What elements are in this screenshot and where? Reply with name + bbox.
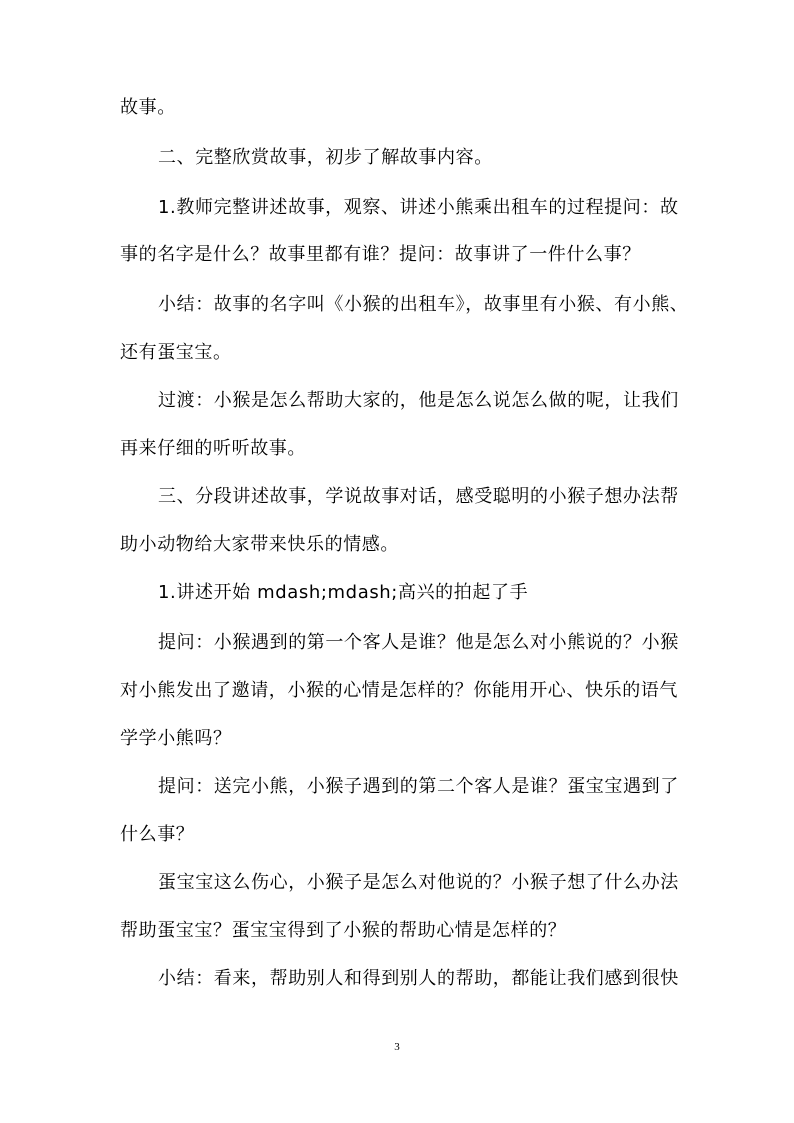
text-line: 二、完整欣赏故事，初步了解故事内容。 — [158, 147, 493, 168]
text-line: 事的名字是什么？故事里都有谁？提问：故事讲了一件什么事？ — [120, 244, 641, 265]
text-line: 过渡：小猴是怎么帮助大家的，他是怎么说怎么做的呢，让我们 — [158, 390, 679, 411]
text-line: 助小动物给大家带来快乐的情感。 — [120, 534, 399, 555]
text-line: 提问：小猴遇到的第一个客人是谁？他是怎么对小熊说的？小猴 — [158, 632, 679, 653]
text-line: 小结：看来，帮助别人和得到别人的帮助，都能让我们感到很快 — [158, 968, 679, 989]
text-line: 1.讲述开始 mdash;mdash;高兴的拍起了手 — [158, 582, 529, 603]
text-line: 学学小熊吗？ — [120, 728, 232, 749]
text-line: 三、分段讲述故事，学说故事对话，感受聪明的小猴子想办法帮 — [158, 486, 679, 507]
text-line: 什么事？ — [120, 824, 195, 845]
text-line: 还有蛋宝宝。 — [120, 342, 232, 363]
text-line: 对小熊发出了邀请，小猴的心情是怎样的？你能用开心、快乐的语气 — [120, 680, 678, 701]
text-line: 小结：故事的名字叫《小猴的出租车》，故事里有小猴、有小熊、 — [158, 294, 689, 315]
text-line: 提问：送完小熊，小猴子遇到的第二个客人是谁？蛋宝宝遇到了 — [158, 776, 679, 797]
text-line: 再来仔细的听听故事。 — [120, 438, 306, 459]
text-line: 故事。 — [120, 97, 176, 118]
text-line: 帮助蛋宝宝？蛋宝宝得到了小猴的帮助心情是怎样的？ — [120, 920, 567, 941]
page-number: 3 — [394, 1041, 400, 1053]
text-line: 1.教师完整讲述故事，观察、讲述小熊乘出租车的过程提问：故 — [158, 197, 679, 218]
text-line: 蛋宝宝这么伤心，小猴子是怎么对他说的？小猴子想了什么办法 — [158, 872, 679, 893]
